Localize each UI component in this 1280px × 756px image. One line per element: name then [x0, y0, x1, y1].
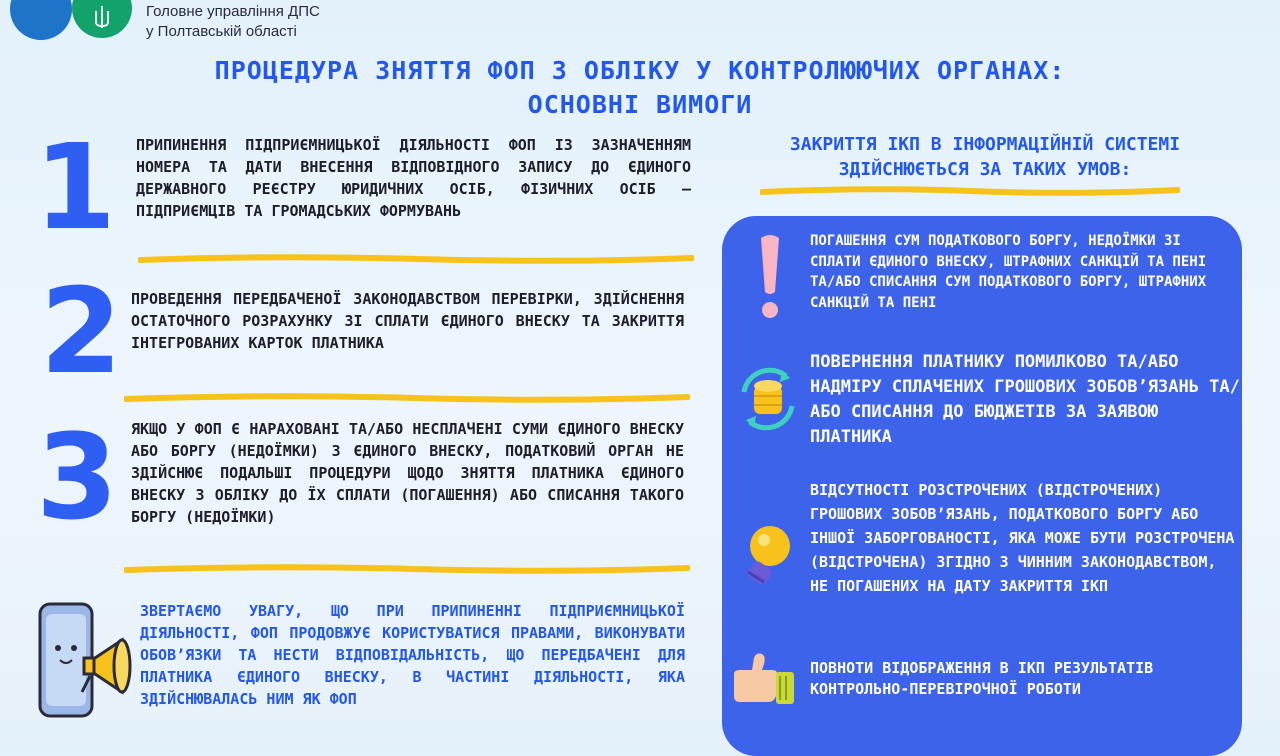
dps-logo-circle — [10, 0, 72, 40]
trident-logo — [72, 0, 132, 38]
organization-name — [146, 2, 320, 42]
step-number-1: 1 — [34, 118, 117, 256]
trident-icon — [93, 5, 111, 29]
yellow-underline-right — [760, 185, 1180, 197]
conditions-title — [720, 132, 1250, 182]
yellow-underline-3 — [124, 563, 690, 575]
step-number-2: 2 — [40, 262, 123, 400]
yellow-underline-1 — [138, 253, 694, 265]
phone-megaphone-icon — [30, 600, 134, 720]
conditions-title-line-2: ЗДІЙСНЮЄТЬСЯ ЗА ТАКИХ УМОВ: — [838, 159, 1132, 180]
org-line-1: Головне управління ДПС — [146, 3, 320, 20]
condition-1-text: ПОГАШЕННЯ СУМ ПОДАТКОВОГО БОРГУ, НЕДОЇМКИ ЗІ СПЛАТИ ЄДИНОГО ВНЕСКУ, ШТРАФНИХ САНКЦІЙ ТА ПЕНІ ТА/АБО СПИСАННЯ СУМ ПОДАТКОВОГО БОРГУ, ШТРАФНИХ САНКЦІЙ ТА ПЕНІ — [810, 233, 1207, 311]
thumbs-up-icon — [728, 652, 800, 706]
step-1-text: ПРИПИНЕННЯ ПІДПРИЄМНИЦЬКОЇ ДІЯЛЬНОСТІ ФОП ІЗ ЗАЗНАЧЕННЯМ НОМЕРА ТА ДАТИ ВНЕСЕННЯ ВІДПОВІДНОГО ЗАПИСУ ДО ЄДИНОГО ДЕРЖАВНОГО РЕЄСТРУ ЮРИДИЧНИХ ОСІБ, ФІЗИЧНИХ ОСІБ – ПІДПРИЄМЦІВ ТА ГРОМАДСЬКИХ ФОРМУВАНЬ — [136, 136, 691, 220]
step-3-text: ЯКЩО У ФОП Є НАРАХОВАНІ ТА/АБО НЕСПЛАЧЕНІ СУМИ ЄДИНОГО ВНЕСКУ АБО БОРГУ (НЕДОЇМКИ) З ЄДИНОГО ВНЕСКУ, ПОДАТКОВИЙ ОРГАН НЕ ЗДІЙСНЮЄ ПОДАЛЬШІ ПРОЦЕДУРИ ЩОДО ЗНЯТТЯ ПЛАТНИКА ЄДИНОГО ВНЕСКУ З ОБЛІКУ ДО ЇХ СПЛАТИ (ПОГАШЕННЯ) АБО СПИСАННЯ ТАКОГО БОРГУ (НЕДОЇМКИ) — [131, 420, 684, 526]
yellow-underline-2 — [124, 392, 690, 404]
exclamation-icon — [753, 232, 787, 322]
condition-2-text: ПОВЕРНЕННЯ ПЛАТНИКУ ПОМИЛКОВО ТА/АБО НАДМІРУ СПЛАЧЕНИХ ГРОШОВИХ ЗОБОВ’ЯЗАНЬ ТА/АБО СПИСАННЯ ДО БЮДЖЕТІВ ЗА ЗАЯВОЮ ПЛАТНИКА — [810, 352, 1240, 447]
conditions-title-line-1: ЗАКРИТТЯ ІКП В ІНФОРМАЦІЙНІЙ СИСТЕМІ — [789, 134, 1181, 155]
title-line-2: ОСНОВНІ ВИМОГИ — [527, 90, 753, 119]
condition-4-text: ПОВНОТИ ВІДОБРАЖЕННЯ В ІКП РЕЗУЛЬТАТІВ КОНТРОЛЬНО-ПЕРЕВІРОЧНОЇ РОБОТИ — [810, 659, 1154, 698]
lightbulb-icon — [738, 522, 798, 588]
condition-3-text: ВІДСУТНОСТІ РОЗСТРОЧЕНИХ (ВІДСТРОЧЕНИХ) ГРОШОВИХ ЗОБОВ’ЯЗАНЬ, ПОДАТКОВОГО БОРГУ АБО ІНШОЇ ЗАБОРГОВАНОСТІ, ЯКА МОЖЕ БУТИ РОЗСТРОЧЕНА (ВІДСТРОЧЕНА) ЗГІДНО З ЧИННИМ ЗАКОНОДАВСТВОМ, НЕ ПОГАШЕНИХ НА ДАТУ ЗАКРИТТЯ ІКП — [810, 481, 1235, 595]
step-2-text: ПРОВЕДЕННЯ ПЕРЕДБАЧЕНОЇ ЗАКОНОДАВСТВОМ ПЕРЕВІРКИ, ЗДІЙСНЕННЯ ОСТАТОЧНОГО РОЗРАХУНКУ ЗІ СПЛАТИ ЄДИНОГО ВНЕСКУ ТА ЗАКРИТТЯ ІНТЕГРОВАНИХ КАРТОК ПЛАТНИКА — [131, 290, 684, 352]
coins-refresh-icon — [734, 366, 802, 432]
title-line-1: ПРОЦЕДУРА ЗНЯТТЯ ФОП З ОБЛІКУ У КОНТРОЛЮЮЧИХ ОРГАНАХ: — [214, 56, 1066, 85]
step-number-3: 3 — [36, 408, 119, 546]
page-title — [0, 54, 1280, 122]
org-line-2: у Полтавській області — [146, 23, 297, 40]
attention-note: ЗВЕРТАЄМО УВАГУ, ЩО ПРИ ПРИПИНЕННІ ПІДПРИЄМНИЦЬКОЇ ДІЯЛЬНОСТІ, ФОП ПРОДОВЖУЄ КОРИСТУВАТИСЯ ПРАВАМИ, ВИКОНУВАТИ ОБОВ’ЯЗКИ ТА НЕСТИ ВІДПОВІДАЛЬНІСТЬ, ЩО ПЕРЕДБАЧЕНІ ДЛЯ ПЛАТНИКА ЄДИНОГО ВНЕСКУ, В ЧАСТИНІ ДІЯЛЬНОСТІ, ЯКА ЗДІЙСНЮВАЛАСЬ НИМ ЯК ФОП — [140, 602, 685, 708]
